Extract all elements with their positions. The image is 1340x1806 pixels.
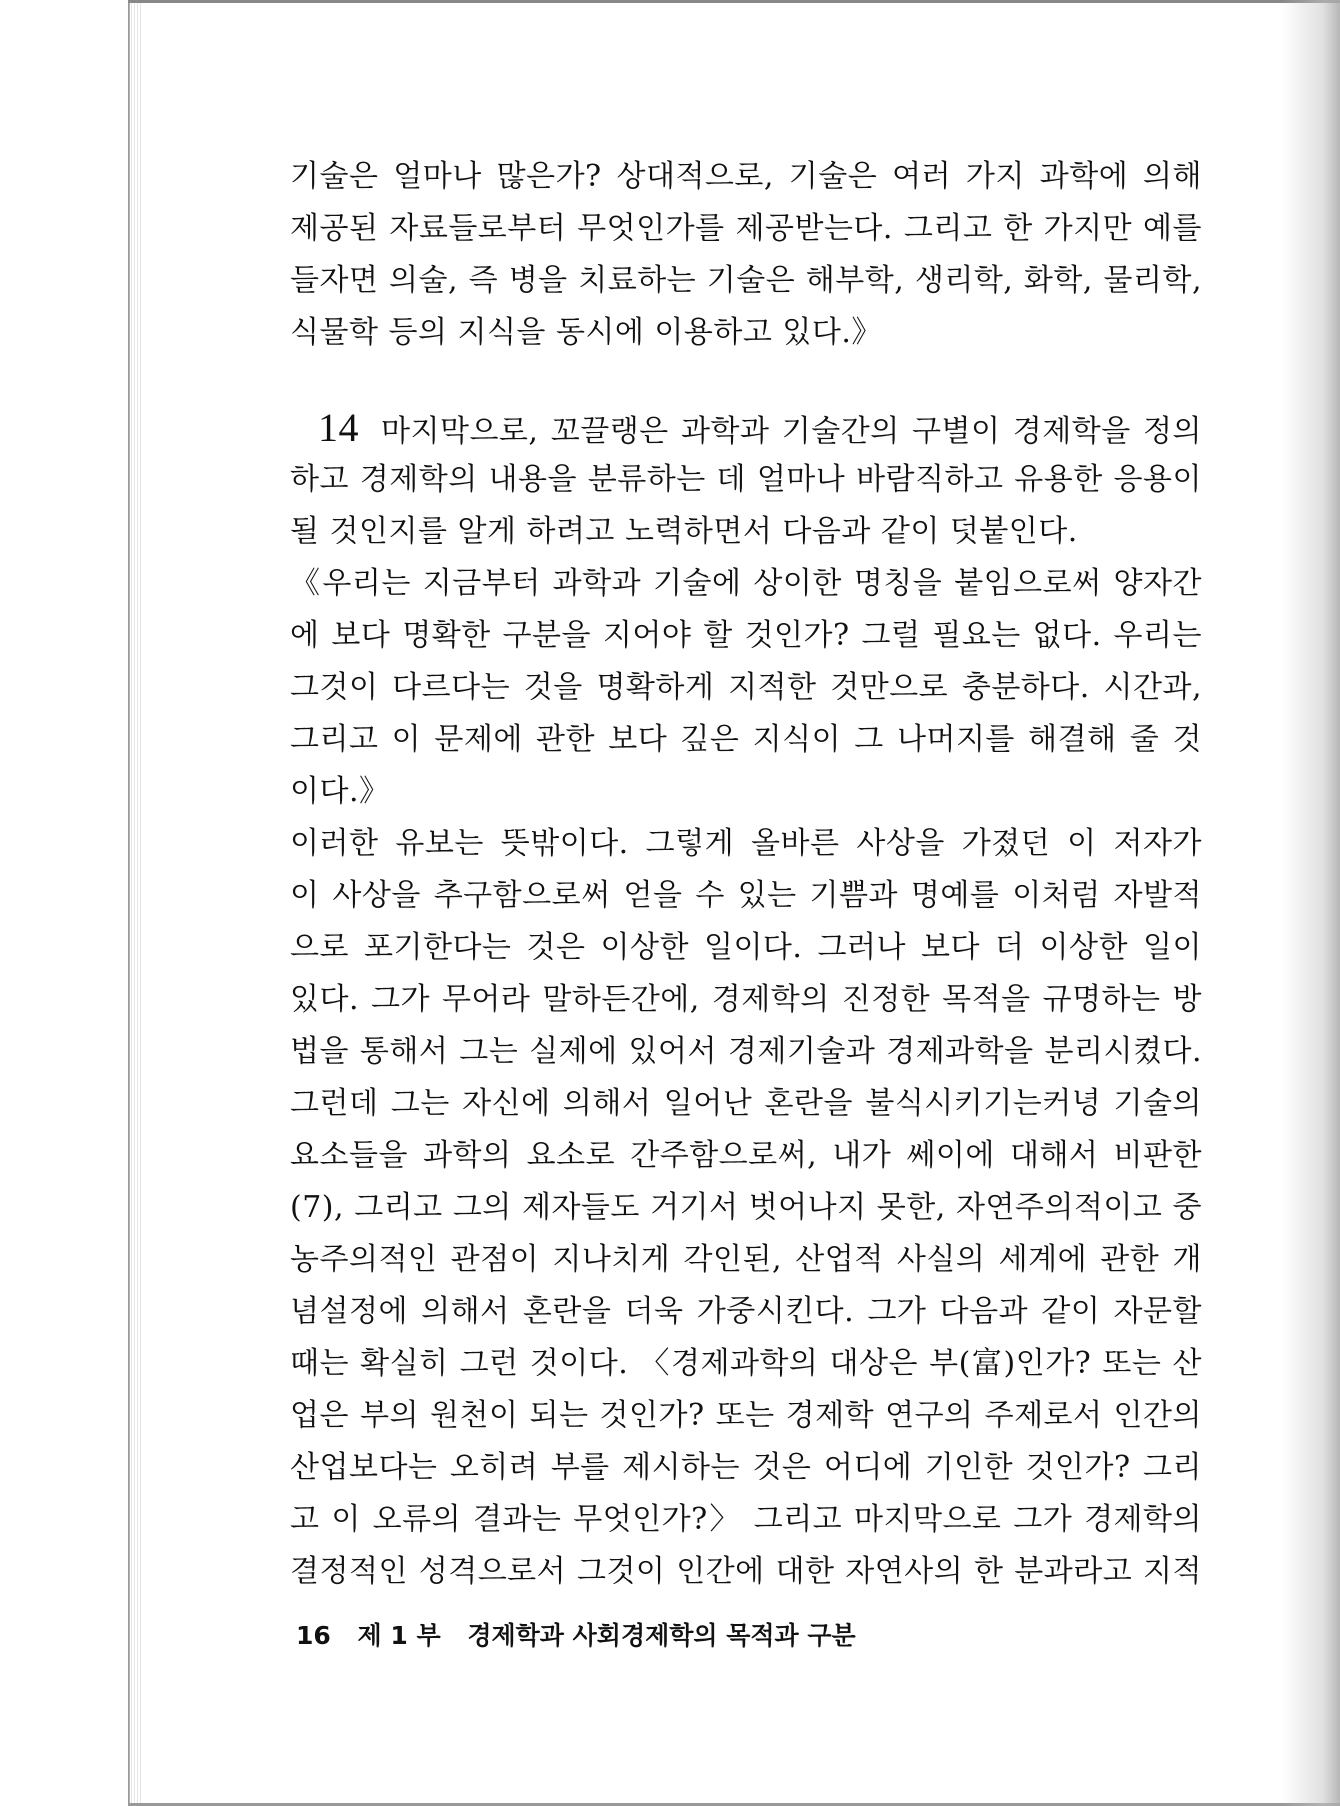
page-number: 16 (296, 1621, 331, 1650)
page-top-edge (128, 0, 1340, 3)
text-line: 업은 부의 원천이 되는 것인가? 또는 경제학 연구의 주제로서 인간의 (290, 1398, 1202, 1433)
page-footer (296, 1616, 874, 1652)
text-line: 기술은 얼마나 많은가? 상대적으로, 기술은 여러 가지 과학에 의해 (290, 159, 1202, 194)
text-line: 때는 확실히 그런 것이다. 〈경제과학의 대상은 부(富)인가? 또는 산 (290, 1346, 1202, 1381)
text-line: 그런데 그는 자신에 의해서 일어난 혼란을 불식시키기는커녕 기술의 (290, 1086, 1202, 1121)
text-line: 될 것인지를 알게 하려고 노력하면서 다음과 같이 덧붙인다. (290, 514, 1078, 549)
text-line: 고 이 오류의 결과는 무엇인가?〉 그리고 마지막으로 그가 경제학의 (290, 1502, 1202, 1537)
section-14 (290, 402, 1202, 1598)
text-line: 제공된 자료들로부터 무엇인가를 제공받는다. 그리고 한 가지만 예를 (290, 211, 1202, 246)
page-shadow (1282, 0, 1340, 1806)
paragraph-top (290, 151, 1202, 359)
text-line: (7), 그리고 그의 제자들도 거기서 벗어나지 못한, 자연주의적이고 중 (290, 1190, 1202, 1225)
page-binding-edge (128, 0, 142, 1806)
text-line: 하고 경제학의 내용을 분류하는 데 얼마나 바람직하고 유용한 응용이 (290, 462, 1202, 497)
running-title: 경제학과 사회경제학의 목적과 구분 (467, 1621, 856, 1650)
text-line: 으로 포기한다는 것은 이상한 일이다. 그러나 보다 더 이상한 일이 (290, 930, 1202, 965)
text-line: 에 보다 명확한 구분을 지어야 할 것인가? 그럴 필요는 없다. 우리는 (290, 618, 1202, 653)
text-line: 그것이 다르다는 것을 명확하게 지적한 것만으로 충분하다. 시간과, (290, 670, 1202, 705)
text-line: 요소들을 과학의 요소로 간주함으로써, 내가 쎄이에 대해서 비판한 (290, 1138, 1202, 1173)
text-line: 농주의적인 관점이 지나치게 각인된, 산업적 사실의 세계에 관한 개 (290, 1242, 1202, 1277)
text-line: 식물학 등의 지식을 동시에 이용하고 있다.》 (290, 315, 882, 350)
part-label: 제 1 부 (357, 1621, 441, 1650)
text-line: 념설정에 의해서 혼란을 더욱 가중시킨다. 그가 다음과 같이 자문할 (290, 1294, 1202, 1329)
text-line: 산업보다는 오히려 부를 제시하는 것은 어디에 기인한 것인가? 그리 (290, 1450, 1202, 1485)
text-line: 결정적인 성격으로서 그것이 인간에 대한 자연사의 한 분과라고 지적 (290, 1554, 1202, 1589)
text-line: 《우리는 지금부터 과학과 기술에 상이한 명칭을 붙임으로써 양자간 (290, 566, 1202, 601)
text-line: 이러한 유보는 뜻밖이다. 그렇게 올바른 사상을 가졌던 이 저자가 (290, 826, 1202, 861)
text-line: 법을 통해서 그는 실제에 있어서 경제기술과 경제과학을 분리시켰다. (290, 1034, 1202, 1069)
text-line: 이다.》 (290, 774, 390, 809)
text-line: 마지막으로, 꼬끌랭은 과학과 기술간의 구별이 경제학을 정의 (381, 414, 1202, 449)
section-first-line (290, 402, 1202, 454)
section-number: 14 (318, 405, 359, 450)
text-line: 그리고 이 문제에 관한 보다 깊은 지식이 그 나머지를 해결해 줄 것 (290, 722, 1202, 757)
text-line: 이 사상을 추구함으로써 얻을 수 있는 기쁨과 명예를 이처럼 자발적 (290, 878, 1202, 913)
text-line: 있다. 그가 무어라 말하든간에, 경제학의 진정한 목적을 규명하는 방 (290, 982, 1202, 1017)
text-line: 들자면 의술, 즉 병을 치료하는 기술은 해부학, 생리학, 화학, 물리학, (290, 263, 1202, 298)
